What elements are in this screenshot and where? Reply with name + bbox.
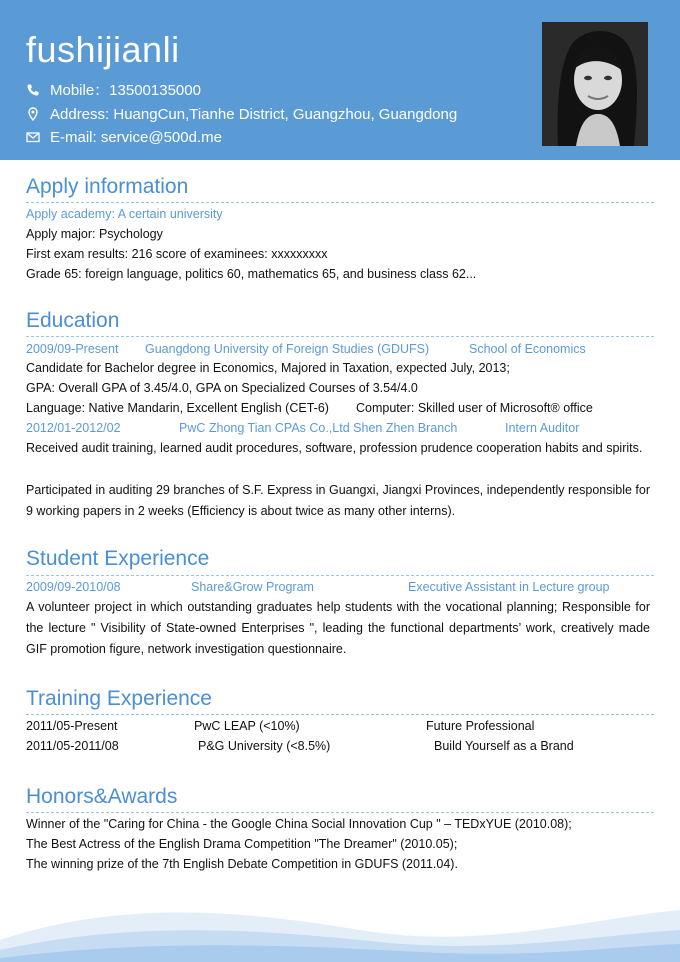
decorative-waves: [0, 880, 680, 962]
student-description: A volunteer project in which outstanding graduates help students with the vocational planning; Responsible for the lecture " Visibility of State-owned Enterprises ", leading the functional departments’ work, creatively made GIF promotion figure, network investigation questionnaire.: [26, 600, 650, 656]
education-skills: [26, 399, 654, 417]
student-entry-header: [26, 578, 654, 596]
mobile-text: Mobile：13500135000: [50, 82, 201, 99]
apply-major: Apply major: Psychology: [26, 227, 163, 241]
contact-mobile: [26, 81, 201, 101]
honor-item: Winner of the "Caring for China - the Google China Social Innovation Cup " – TEDxYUE (2010.08);: [26, 817, 572, 831]
section-title-honors: Honors&Awards: [26, 785, 178, 808]
internship-role: Intern Auditor: [505, 421, 580, 435]
grade-scores: Grade 65: foreign language, politics 60, mathematics 65, and business class 62...: [26, 267, 477, 281]
contact-address: [26, 105, 457, 125]
section-divider: [26, 714, 654, 715]
header-banner: [0, 0, 680, 160]
education-degree: Candidate for Bachelor degree in Economics, Majored in Taxation, expected July, 2013;: [26, 361, 510, 375]
education-gpa: GPA: Overall GPA of 3.45/4.0, GPA on Specialized Courses of 3.54/4.0: [26, 381, 418, 395]
candidate-name: fushijianli: [26, 29, 180, 70]
training-date: 2011/05-Present: [26, 719, 118, 733]
training-org: P&G University (<8.5%): [198, 739, 331, 753]
contact-email: [26, 128, 222, 148]
section-divider: [26, 336, 654, 337]
envelope-icon: [26, 130, 40, 144]
section-title-student: Student Experience: [26, 547, 210, 570]
education-department: School of Economics: [469, 342, 586, 356]
education-school: Guangdong University of Foreign Studies (GDUFS): [145, 342, 430, 356]
address-text: Address: HuangCun,Tianhe District, Guangzhou, Guangdong: [50, 106, 458, 123]
student-program: Share&Grow Program: [191, 580, 314, 594]
education-date: 2009/09-Present: [26, 342, 119, 356]
apply-academy: Apply academy: A certain university: [26, 207, 223, 221]
section-title-education: Education: [26, 309, 120, 332]
training-org: PwC LEAP (<10%): [194, 719, 300, 733]
language-skill: Language: Native Mandarin, Excellent English (CET-6): [26, 401, 329, 415]
internship-entry-header: [26, 419, 654, 437]
training-row: [26, 717, 654, 735]
internship-description-2: Participated in auditing 29 branches of S.F. Express in Guangxi, Jiangxi Provinces, independently responsible for 9 working papers in 2 weeks (Efficiency is about twice as many other interns).: [26, 483, 650, 518]
computer-skill: Computer: Skilled user of Microsoft® office: [356, 401, 593, 415]
email-text: E-mail: service@500d.me: [50, 129, 222, 146]
honor-item: The Best Actress of the English Drama Competition "The Dreamer" (2010.05);: [26, 837, 458, 851]
training-desc: Build Yourself as a Brand: [434, 739, 574, 753]
section-divider: [26, 575, 654, 576]
section-title-training: Training Experience: [26, 687, 212, 710]
location-pin-icon: [26, 107, 40, 121]
student-role: Executive Assistant in Lecture group: [408, 580, 610, 594]
training-desc: Future Professional: [426, 719, 535, 733]
honor-item: The winning prize of the 7th English Debate Competition in GDUFS (2011.04).: [26, 857, 458, 871]
section-divider: [26, 812, 654, 813]
training-date: 2011/05-2011/08: [26, 739, 119, 753]
internship-company: PwC Zhong Tian CPAs Co.,Ltd Shen Zhen Branch: [179, 421, 458, 435]
section-title-apply: Apply information: [26, 175, 189, 198]
student-date: 2009/09-2010/08: [26, 580, 121, 594]
internship-date: 2012/01-2012/02: [26, 421, 121, 435]
training-row: [26, 737, 654, 755]
education-entry-header: [26, 340, 654, 358]
internship-description-1: Received audit training, learned audit procedures, software, profession prudence cooperation habits and spirits.: [26, 441, 643, 455]
first-exam-results: First exam results: 216 score of examinees: xxxxxxxxx: [26, 247, 328, 261]
section-divider: [26, 202, 654, 203]
phone-icon: [26, 83, 40, 97]
profile-photo: [542, 22, 648, 146]
